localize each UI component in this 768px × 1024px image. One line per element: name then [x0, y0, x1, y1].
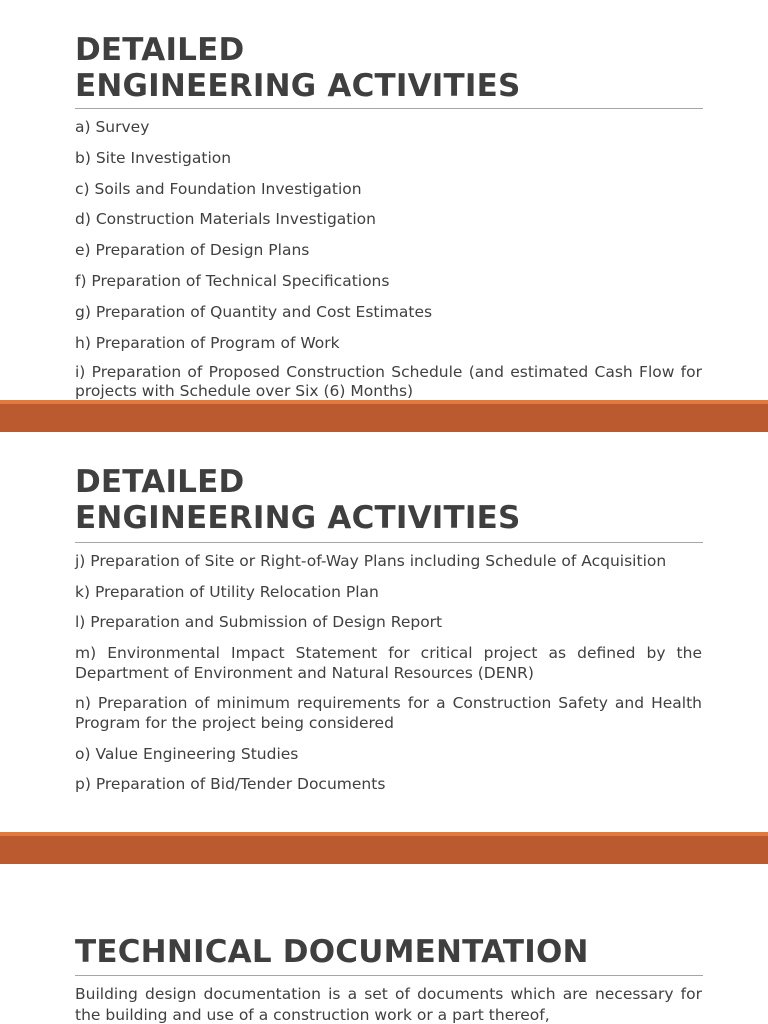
- list-item: b) Site Investigation: [75, 148, 232, 167]
- slide-1: [0, 0, 768, 400]
- list-item: e) Preparation of Design Plans: [75, 241, 310, 260]
- list-item: h) Preparation of Program of Work: [75, 333, 340, 352]
- slide-2-title-line2: ENGINEERING ACTIVITIES: [75, 500, 521, 536]
- list-item: f) Preparation of Technical Specifications: [75, 271, 390, 290]
- slide-1-title-rule: [75, 108, 703, 109]
- slide-separator-band: [0, 832, 768, 864]
- slide-2-title: [75, 464, 705, 536]
- slide-3-body: [75, 984, 702, 1024]
- list-item: c) Soils and Foundation Investigation: [75, 179, 362, 198]
- slide-1-list: [75, 117, 702, 400]
- list-item: a) Survey: [75, 118, 150, 136]
- list-item: o) Value Engineering Studies: [75, 744, 299, 763]
- list-item: g) Preparation of Quantity and Cost Estimates: [75, 302, 433, 321]
- slide-separator-band: [0, 400, 768, 432]
- list-item: k) Preparation of Utility Relocation Plan: [75, 582, 379, 601]
- slide-2-title-rule: [75, 542, 703, 543]
- slide-1-title: [75, 32, 705, 104]
- list-item: p) Preparation of Bid/Tender Documents: [75, 775, 386, 793]
- slide-3-title-rule: [75, 975, 703, 976]
- list-item: d) Construction Materials Investigation: [75, 210, 376, 229]
- slide-1-title-line1: DETAILED: [75, 32, 245, 68]
- list-item: l) Preparation and Submission of Design Report: [75, 613, 443, 631]
- slide-1-title-line2: ENGINEERING ACTIVITIES: [75, 68, 521, 104]
- slide-2: [0, 432, 768, 832]
- slide-3: [0, 864, 768, 1024]
- body-paragraph: Building design documentation is a set of documents which are necessary for the building and use of a construction work or a part thereof,: [75, 985, 702, 1024]
- list-item: j) Preparation of Site or Right-of-Way Plans including Schedule of Acquisition: [75, 552, 667, 570]
- slide-3-title: TECHNICAL DOCUMENTATION: [75, 934, 589, 970]
- list-item: n) Preparation of minimum requirements for a Construction Safety and Health Program for the project being considered: [75, 694, 702, 732]
- list-item: m) Environmental Impact Statement for critical project as defined by the Department of Environment and Natural Resources (DENR): [75, 643, 702, 682]
- slide-2-title-line1: DETAILED: [75, 464, 245, 500]
- slide-2-list: [75, 551, 702, 805]
- list-item: i) Preparation of Proposed Construction Schedule (and estimated Cash Flow for projects with Schedule over Six (6) Months): [75, 363, 702, 400]
